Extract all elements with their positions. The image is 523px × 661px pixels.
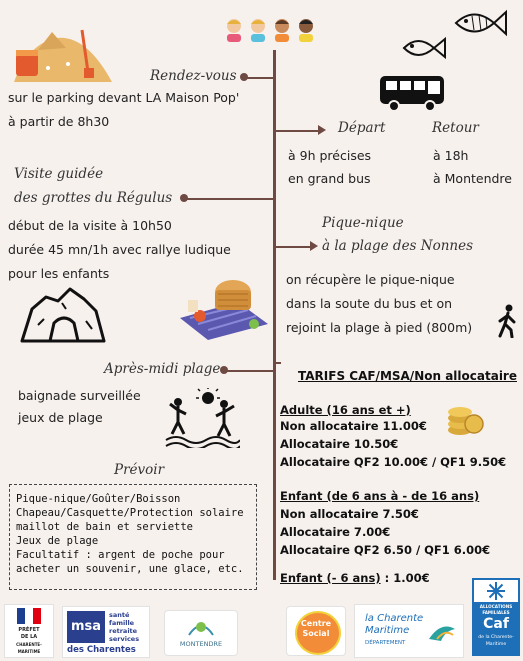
departure-arrow: [318, 125, 326, 135]
cave-icon: [18, 285, 108, 345]
meeting-dot: [240, 73, 248, 81]
visit-line1: début de la visite à 10h50: [8, 218, 172, 233]
adult-price-1: Non allocataire 11.00€: [280, 419, 427, 433]
sandcastle-icon: [8, 24, 116, 86]
centre-text-1: Centre: [300, 619, 332, 628]
centre-social-logo: [286, 606, 346, 656]
afternoon-connector: [224, 370, 273, 372]
provide-item-6: acheter un souvenir, une glace, etc.: [16, 563, 244, 575]
caf-logo: [472, 578, 520, 656]
small-child-label: Enfant (- 6 ans): [280, 571, 381, 585]
meeting-line1: sur le parking devant LA Maison Pop': [8, 90, 240, 105]
charente-text-1: la Charente: [365, 613, 424, 624]
centre-text-2: Social: [302, 629, 330, 638]
afternoon-line2: jeux de plage: [18, 410, 103, 425]
msa-word-4: services: [109, 635, 140, 643]
meeting-title: Rendez-vous: [150, 68, 237, 84]
msa-mark: msa: [67, 611, 105, 643]
child-price-3: Allocataire QF2 6.50 / QF1 6.00€: [280, 543, 491, 557]
adult-header: Adulte (16 ans et +): [280, 403, 411, 417]
departure-connector: [276, 130, 320, 132]
provide-item-4: Jeux de plage: [16, 535, 99, 547]
return-line1: à 18h: [433, 148, 469, 163]
bus-icon: [378, 72, 448, 114]
child-price-1: Non allocataire 7.50€: [280, 507, 419, 521]
picnic-line3: rejoint la plage à pied (800m): [286, 320, 473, 335]
bird-icon: [427, 619, 457, 645]
provide-item-5: Facultatif : argent de poche pour: [16, 549, 225, 561]
children-swimming-icon: [222, 14, 322, 54]
small-child-value: : 1.00€: [380, 571, 430, 585]
afternoon-dot: [220, 366, 228, 374]
picnic-connector: [276, 246, 312, 248]
provide-title: Prévoir: [114, 462, 165, 478]
picnic-line1: on récupère le pique-nique: [286, 272, 455, 287]
montendre-logo: [164, 610, 238, 656]
picnic-basket-icon: [178, 272, 270, 342]
picnic-arrow: [310, 241, 318, 251]
msa-word-3: retraite: [109, 627, 138, 635]
tariffs-connector: [276, 362, 281, 364]
montendre-text: MONTENDRE: [179, 640, 223, 648]
meeting-line2: à partir de 8h30: [8, 114, 110, 129]
prefecture-text-3: CHARENTE-MARITIME: [16, 642, 42, 654]
visit-title-2: des grottes du Régulus: [14, 190, 173, 206]
visit-dot: [180, 194, 188, 202]
afternoon-title: Après-midi plage: [104, 361, 221, 377]
prefecture-text-1: PRÉFET: [18, 627, 40, 633]
adult-price-2: Allocataire 10.50€: [280, 437, 399, 451]
departure-line2: en grand bus: [288, 171, 371, 186]
child-header: Enfant (de 6 ans à - de 16 ans): [280, 489, 480, 503]
caf-snowflake-icon: [486, 581, 506, 601]
picnic-title-2: à la plage des Nonnes: [322, 238, 474, 254]
msa-logo: [62, 606, 150, 658]
msa-word-2: famille: [109, 619, 135, 627]
small-child-price: [280, 570, 430, 586]
caf-sub-text: de la Charente-Maritime: [478, 635, 514, 647]
coins-icon: [444, 398, 484, 438]
prefecture-text-2: DE LA: [20, 634, 38, 640]
visit-line2: durée 45 mn/1h avec rallye ludique: [8, 242, 231, 257]
picnic-line2: dans la soute du bus et on: [286, 296, 453, 311]
picnic-title-1: Pique-nique: [322, 215, 404, 231]
provide-item-1: Pique-nique/Goûter/Boisson: [16, 493, 181, 505]
visit-line3: pour les enfants: [8, 266, 110, 281]
montendre-emblem-icon: [185, 615, 217, 639]
provide-item-2: Chapeau/Casquette/Protection solaire: [16, 507, 244, 519]
caf-top-text: ALLOCATIONS FAMILIALES: [479, 604, 513, 615]
charente-text-3: DÉPARTEMENT: [365, 640, 406, 646]
child-price-2: Allocataire 7.00€: [280, 525, 391, 539]
tariffs-title: TARIFS CAF/MSA/Non allocataire: [298, 369, 517, 383]
afternoon-line1: baignade surveillée: [18, 388, 141, 403]
return-line2: à Montendre: [433, 171, 512, 186]
provide-item-3: maillot de bain et serviette: [16, 521, 194, 533]
adult-price-3: Allocataire QF2 10.00€ / QF1 9.50€: [280, 455, 507, 469]
charente-text-2: Maritime: [365, 625, 410, 636]
fish-icon-small: [400, 34, 448, 62]
charente-maritime-logo: [354, 604, 464, 658]
departure-line1: à 9h précises: [288, 148, 372, 163]
return-title: Retour: [432, 120, 479, 136]
prefecture-logo: [4, 604, 54, 658]
visit-title-1: Visite guidée: [14, 166, 104, 182]
msa-bottom-text: des Charentes: [67, 645, 136, 655]
walking-person-icon: [496, 304, 518, 338]
fish-icon: [452, 6, 508, 40]
departure-title: Départ: [338, 120, 386, 136]
visit-connector: [184, 198, 273, 200]
french-flag-icon: [17, 608, 41, 624]
beach-game-icon: [164, 388, 240, 448]
msa-word-1: santé: [109, 611, 130, 619]
caf-text: Caf: [483, 616, 509, 632]
